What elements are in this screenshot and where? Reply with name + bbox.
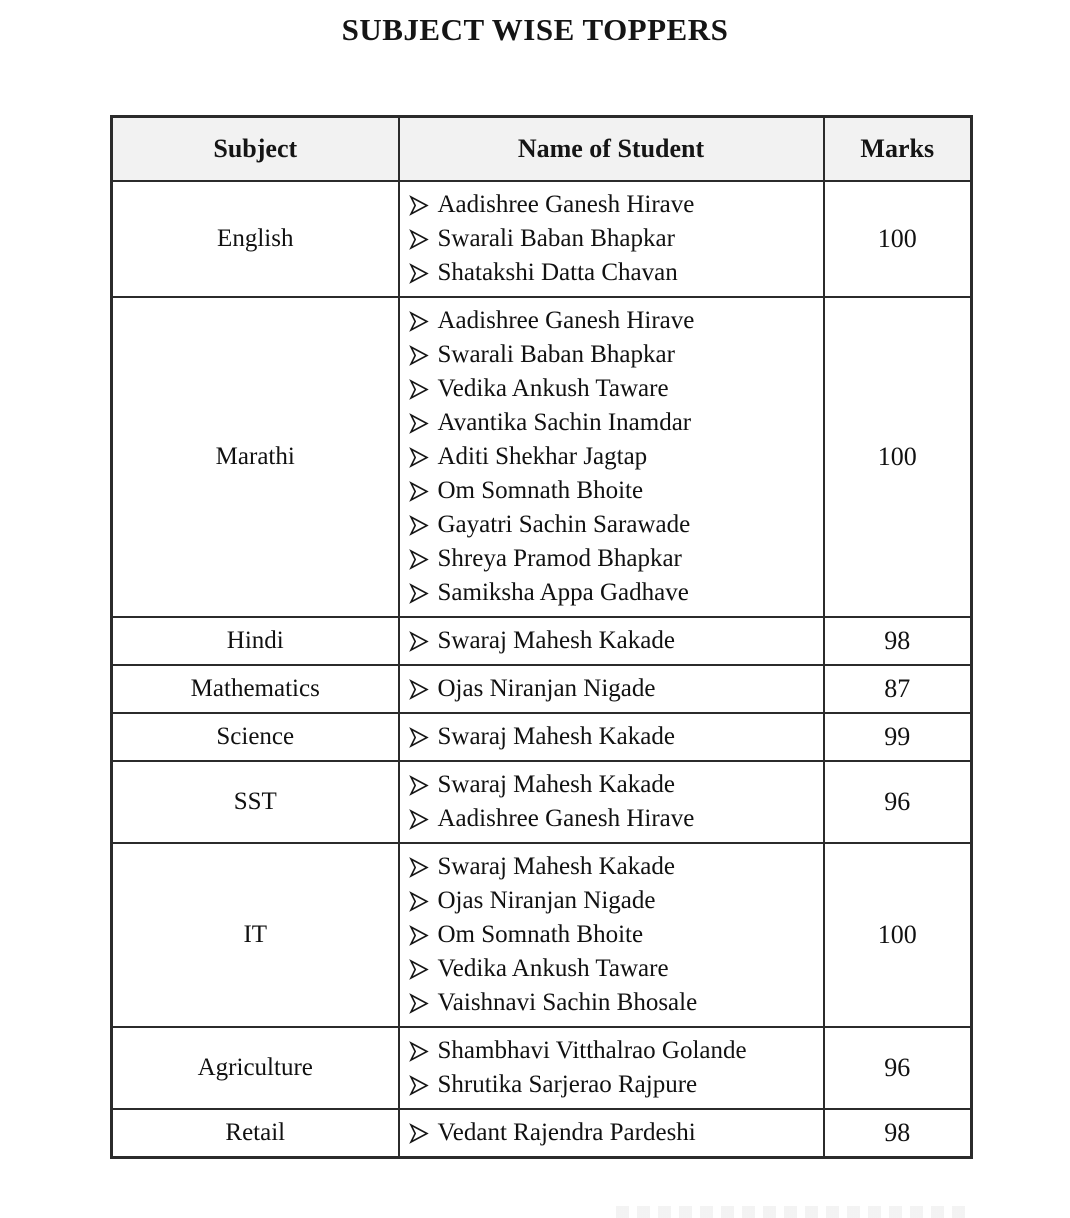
- marks-cell: 100: [824, 297, 972, 617]
- student-line: [409, 802, 817, 836]
- student-name: Samiksha Appa Gadhave: [437, 579, 689, 606]
- arrow-bullet-icon: [409, 379, 429, 400]
- subject-cell: SST: [112, 761, 399, 843]
- arrow-bullet-icon: [409, 481, 429, 502]
- student-line: [409, 508, 817, 542]
- toppers-table: [110, 115, 973, 1159]
- student-name: Avantika Sachin Inamdar: [437, 409, 692, 436]
- table-row: [112, 181, 972, 297]
- student-name: Ojas Niranjan Nigade: [437, 675, 656, 702]
- student-line: [409, 952, 817, 986]
- students-cell: [399, 1027, 824, 1109]
- table-row: [112, 713, 972, 761]
- arrow-bullet-icon: [409, 809, 429, 830]
- marks-cell: 96: [824, 1027, 972, 1109]
- student-line: [409, 720, 817, 754]
- subject-cell: Marathi: [112, 297, 399, 617]
- subject-cell: Science: [112, 713, 399, 761]
- student-name: Aadishree Ganesh Hirave: [437, 805, 695, 832]
- arrow-bullet-icon: [409, 413, 429, 434]
- marks-cell: 87: [824, 665, 972, 713]
- student-line: [409, 1068, 817, 1102]
- arrow-bullet-icon: [409, 229, 429, 250]
- arrow-bullet-icon: [409, 447, 429, 468]
- student-line: [409, 884, 817, 918]
- student-name: Aadishree Ganesh Hirave: [437, 307, 695, 334]
- arrow-bullet-icon: [409, 515, 429, 536]
- arrow-bullet-icon: [409, 263, 429, 284]
- arrow-bullet-icon: [409, 345, 429, 366]
- arrow-bullet-icon: [409, 1123, 429, 1144]
- table-body: [112, 181, 972, 1158]
- cutoff-text-artifact: [616, 1206, 968, 1218]
- table-row: [112, 1027, 972, 1109]
- col-header-marks: Marks: [824, 117, 972, 182]
- students-cell: [399, 297, 824, 617]
- student-line: [409, 256, 817, 290]
- page-title: SUBJECT WISE TOPPERS: [341, 12, 729, 47]
- student-name: Swarali Baban Bhapkar: [437, 341, 675, 368]
- student-name: Swaraj Mahesh Kakade: [437, 771, 675, 798]
- student-line: [409, 372, 817, 406]
- student-line: [409, 406, 817, 440]
- student-name: Om Somnath Bhoite: [437, 921, 644, 948]
- student-line: [409, 188, 817, 222]
- student-line: [409, 440, 817, 474]
- student-line: [409, 304, 817, 338]
- student-name: Vedant Rajendra Pardeshi: [437, 1119, 696, 1146]
- marks-cell: 100: [824, 181, 972, 297]
- marks-cell: 99: [824, 713, 972, 761]
- student-line: [409, 672, 817, 706]
- student-line: [409, 1034, 817, 1068]
- arrow-bullet-icon: [409, 583, 429, 604]
- subject-cell: Hindi: [112, 617, 399, 665]
- student-line: [409, 1116, 817, 1150]
- arrow-bullet-icon: [409, 775, 429, 796]
- student-name: Vedika Ankush Taware: [437, 375, 669, 402]
- arrow-bullet-icon: [409, 311, 429, 332]
- students-cell: [399, 181, 824, 297]
- student-name: Vedika Ankush Taware: [437, 955, 669, 982]
- marks-cell: 96: [824, 761, 972, 843]
- student-line: [409, 624, 817, 658]
- students-cell: [399, 713, 824, 761]
- table-row: [112, 297, 972, 617]
- student-name: Aadishree Ganesh Hirave: [437, 191, 695, 218]
- student-name: Shatakshi Datta Chavan: [437, 259, 678, 286]
- subject-cell: Agriculture: [112, 1027, 399, 1109]
- marks-cell: 98: [824, 1109, 972, 1158]
- student-name: Gayatri Sachin Sarawade: [437, 511, 691, 538]
- student-name: Shrutika Sarjerao Rajpure: [437, 1071, 698, 1098]
- student-name: Swaraj Mahesh Kakade: [437, 723, 675, 750]
- student-line: [409, 542, 817, 576]
- arrow-bullet-icon: [409, 549, 429, 570]
- table-row: [112, 761, 972, 843]
- student-name: Swaraj Mahesh Kakade: [437, 627, 675, 654]
- arrow-bullet-icon: [409, 993, 429, 1014]
- table-row: [112, 1109, 972, 1158]
- student-line: [409, 768, 817, 802]
- subject-cell: Mathematics: [112, 665, 399, 713]
- marks-cell: 98: [824, 617, 972, 665]
- table-row: [112, 617, 972, 665]
- arrow-bullet-icon: [409, 727, 429, 748]
- header-row: [112, 117, 972, 182]
- arrow-bullet-icon: [409, 1041, 429, 1062]
- subject-cell: Retail: [112, 1109, 399, 1158]
- student-name: Aditi Shekhar Jagtap: [437, 443, 648, 470]
- students-cell: [399, 1109, 824, 1158]
- subject-cell: English: [112, 181, 399, 297]
- table-row: [112, 665, 972, 713]
- arrow-bullet-icon: [409, 195, 429, 216]
- student-name: Swarali Baban Bhapkar: [437, 225, 675, 252]
- student-name: Swaraj Mahesh Kakade: [437, 853, 675, 880]
- student-name: Shambhavi Vitthalrao Golande: [437, 1037, 747, 1064]
- student-line: [409, 474, 817, 508]
- arrow-bullet-icon: [409, 925, 429, 946]
- marks-cell: 100: [824, 843, 972, 1027]
- arrow-bullet-icon: [409, 891, 429, 912]
- arrow-bullet-icon: [409, 631, 429, 652]
- student-name: Om Somnath Bhoite: [437, 477, 644, 504]
- table-row: [112, 843, 972, 1027]
- col-header-subject: Subject: [112, 117, 399, 182]
- students-cell: [399, 843, 824, 1027]
- students-cell: [399, 617, 824, 665]
- arrow-bullet-icon: [409, 857, 429, 878]
- student-line: [409, 338, 817, 372]
- student-name: Ojas Niranjan Nigade: [437, 887, 656, 914]
- arrow-bullet-icon: [409, 1075, 429, 1096]
- students-cell: [399, 665, 824, 713]
- student-name: Shreya Pramod Bhapkar: [437, 545, 682, 572]
- student-line: [409, 576, 817, 610]
- students-cell: [399, 761, 824, 843]
- arrow-bullet-icon: [409, 959, 429, 980]
- student-line: [409, 918, 817, 952]
- col-header-name: Name of Student: [399, 117, 824, 182]
- arrow-bullet-icon: [409, 679, 429, 700]
- student-line: [409, 986, 817, 1020]
- student-name: Vaishnavi Sachin Bhosale: [437, 989, 698, 1016]
- subject-cell: IT: [112, 843, 399, 1027]
- student-line: [409, 850, 817, 884]
- student-line: [409, 222, 817, 256]
